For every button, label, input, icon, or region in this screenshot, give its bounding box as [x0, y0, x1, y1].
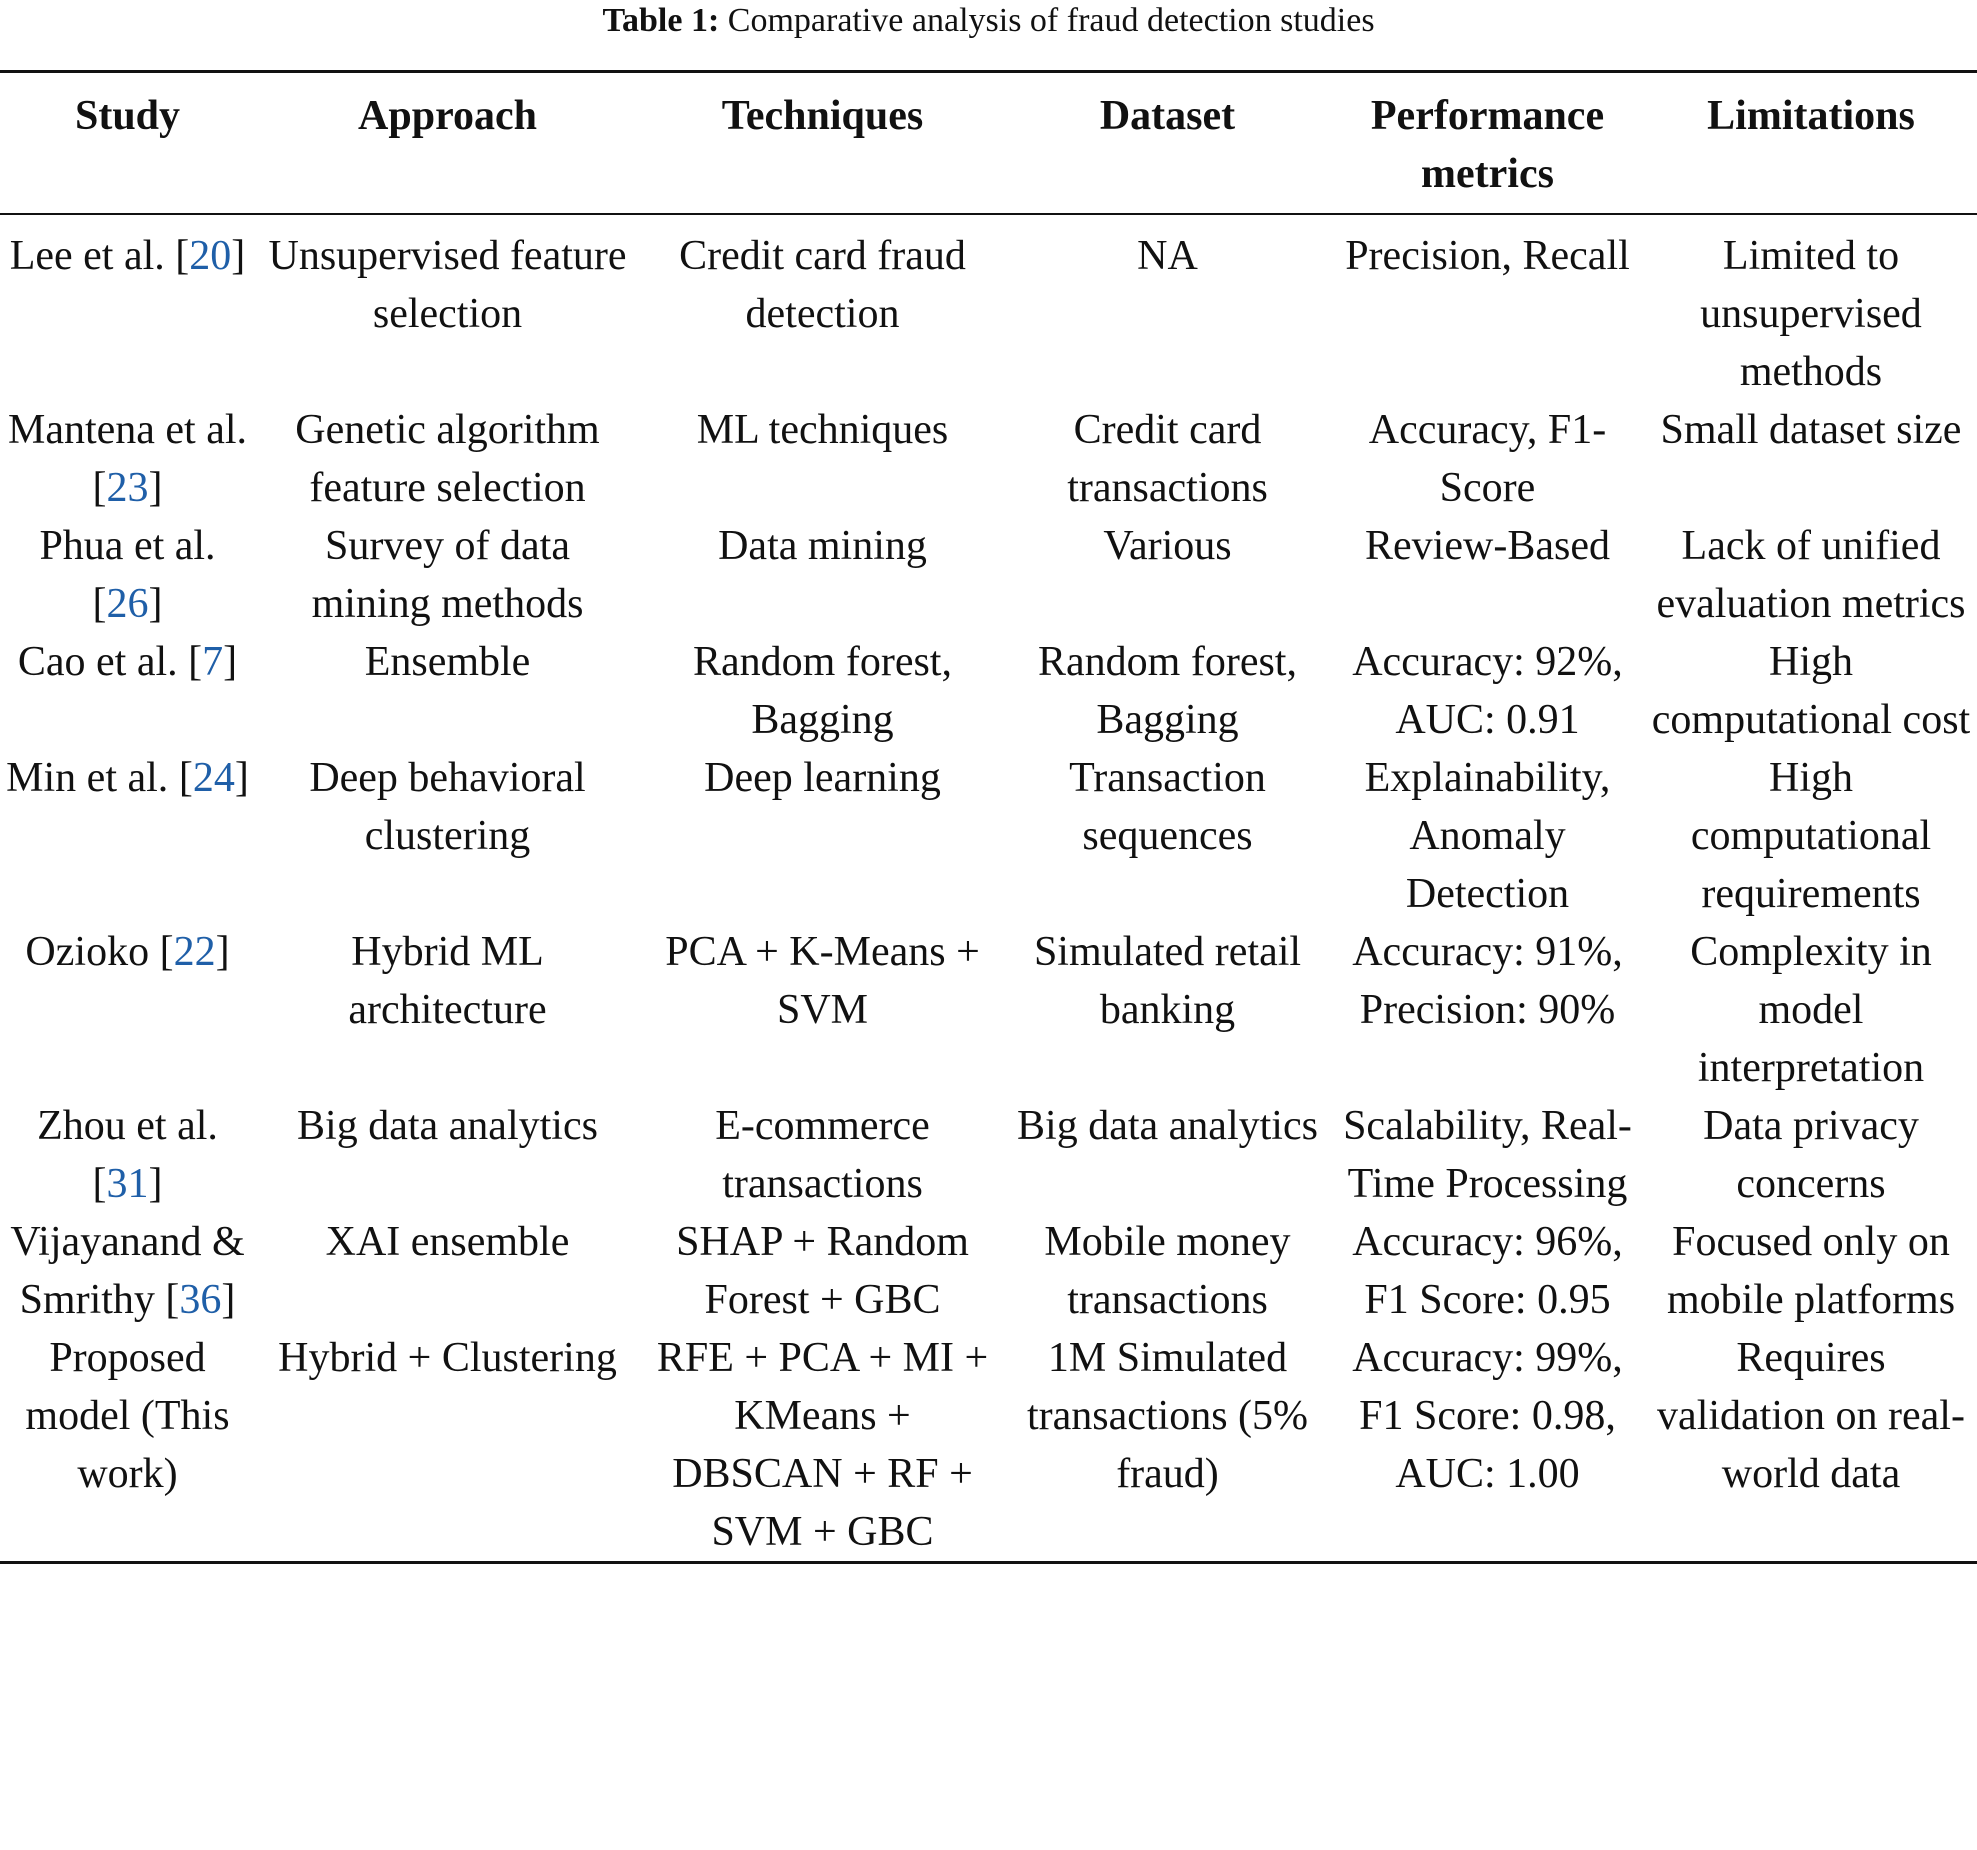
table-row [0, 633, 1977, 749]
limitations-cell: High computational requirements [1690, 755, 1932, 917]
approach-cell: Deep behavioral clustering [309, 755, 586, 859]
techniques-cell: Deep learning [704, 755, 941, 801]
limitations-cell: Data privacy concerns [1703, 1103, 1919, 1207]
header-limitations: Limitations [1707, 93, 1915, 139]
limitations-cell: Complexity in model interpretation [1690, 929, 1932, 1091]
study-name: Mantena et al. [7, 407, 248, 453]
metrics-cell: Review-Based [1365, 523, 1610, 569]
limitations-cell: Limited to unsupervised methods [1700, 233, 1922, 395]
citation-link[interactable]: 7 [202, 639, 224, 685]
metrics-cell: Scalability, Real-Time Processing [1343, 1103, 1632, 1207]
study-name: Min et al. [6, 755, 169, 801]
citation-link[interactable]: 31 [106, 1161, 149, 1207]
table-row [0, 1097, 1977, 1213]
study-name: Ozioko [25, 929, 150, 975]
limitations-cell: Lack of unified evaluation metrics [1656, 523, 1966, 627]
dataset-cell: Big data analytics [1017, 1103, 1318, 1149]
study-name: Proposed model (This work) [25, 1335, 230, 1497]
techniques-cell: Random forest, Bagging [693, 639, 952, 743]
limitations-cell: Focused only on mobile platforms [1666, 1219, 1956, 1323]
caption-text: Comparative analysis of fraud detection studies [727, 2, 1375, 39]
techniques-cell: RFE + PCA + MI + KMeans + DBSCAN + RF + SVM + GBC [656, 1335, 989, 1555]
dataset-cell: Random forest, Bagging [1038, 639, 1297, 743]
table-row [0, 1329, 1977, 1563]
study-name: Zhou et al. [37, 1103, 218, 1149]
metrics-cell: Accuracy, F1-Score [1368, 407, 1607, 511]
dataset-cell: Credit card transactions [1067, 407, 1268, 511]
citation-link[interactable]: 24 [192, 755, 235, 801]
study-cell: Cao et al. [7] [17, 639, 238, 685]
citation-link[interactable]: 23 [106, 465, 149, 511]
study-cell: Zhou et al. [31] [37, 1103, 218, 1207]
dataset-cell: NA [1137, 233, 1198, 279]
header-techniques: Techniques [721, 93, 924, 139]
table-row [0, 517, 1977, 633]
table-caption [0, 0, 1977, 42]
techniques-cell: PCA + K-Means + SVM [665, 929, 980, 1033]
table-row [0, 214, 1977, 401]
table-row [0, 401, 1977, 517]
study-name: Vijayanand & Smrithy [10, 1219, 245, 1323]
study-cell: Phua et al. [26] [39, 523, 216, 627]
table-body [0, 214, 1977, 1563]
study-cell: Ozioko [22] [25, 929, 230, 975]
approach-cell: Ensemble [364, 639, 531, 685]
header-dataset: Dataset [1099, 93, 1236, 139]
study-cell: Mantena et al. [23] [7, 407, 248, 511]
metrics-cell: Explainability, Anomaly Detection [1364, 755, 1611, 917]
metrics-cell: Precision, Recall [1345, 233, 1630, 279]
metrics-cell: Accuracy: 92%, AUC: 0.91 [1352, 639, 1623, 743]
study-cell: Lee et al. [20] [9, 233, 246, 279]
limitations-cell: Small dataset size [1660, 407, 1962, 453]
citation-link[interactable]: 36 [179, 1277, 222, 1323]
header-approach: Approach [358, 93, 537, 139]
dataset-cell: Various [1103, 523, 1232, 569]
approach-cell: Genetic algorithm feature selection [295, 407, 600, 511]
table-row [0, 1213, 1977, 1329]
citation-link[interactable]: 20 [189, 233, 232, 279]
study-cell: Vijayanand & Smrithy [36] [10, 1219, 245, 1323]
header-study: Study [74, 93, 181, 139]
techniques-cell: E-commerce transactions [715, 1103, 930, 1207]
table-row [0, 749, 1977, 923]
comparison-table [0, 70, 1977, 1564]
study-name: Cao et al. [17, 639, 178, 685]
citation-link[interactable]: 22 [173, 929, 216, 975]
techniques-cell: SHAP + Random Forest + GBC [676, 1219, 969, 1323]
techniques-cell: ML techniques [696, 407, 949, 453]
approach-cell: Survey of data mining methods [311, 523, 584, 627]
header-performance-metrics: Performance metrics [1370, 93, 1605, 197]
metrics-cell: Accuracy: 99%, F1 Score: 0.98, AUC: 1.00 [1352, 1335, 1623, 1497]
dataset-cell: Simulated retail banking [1033, 929, 1302, 1033]
limitations-cell: Requires validation on real-world data [1657, 1335, 1965, 1497]
approach-cell: Hybrid + Clustering [278, 1335, 617, 1381]
study-name: Lee et al. [9, 233, 165, 279]
citation-link[interactable]: 26 [106, 581, 149, 627]
limitations-cell: High computational cost [1651, 639, 1971, 743]
study-name: Phua et al. [39, 523, 216, 569]
approach-cell: Big data analytics [297, 1103, 598, 1149]
caption-label: Table 1: [602, 2, 720, 39]
table-header-row [0, 72, 1977, 215]
techniques-cell: Credit card fraud detection [679, 233, 966, 337]
techniques-cell: Data mining [718, 523, 927, 569]
dataset-cell: 1M Simulated transactions (5% fraud) [1026, 1335, 1309, 1497]
metrics-cell: Accuracy: 91%, Precision: 90% [1352, 929, 1623, 1033]
study-cell: Min et al. [24] [6, 755, 249, 801]
approach-cell: XAI ensemble [325, 1219, 570, 1265]
dataset-cell: Mobile money transactions [1044, 1219, 1291, 1323]
approach-cell: Hybrid ML architecture [348, 929, 547, 1033]
metrics-cell: Accuracy: 96%, F1 Score: 0.95 [1352, 1219, 1623, 1323]
table-row [0, 923, 1977, 1097]
study-cell [0, 1329, 255, 1563]
approach-cell: Unsupervised feature selection [268, 233, 627, 337]
dataset-cell: Transaction sequences [1069, 755, 1266, 859]
